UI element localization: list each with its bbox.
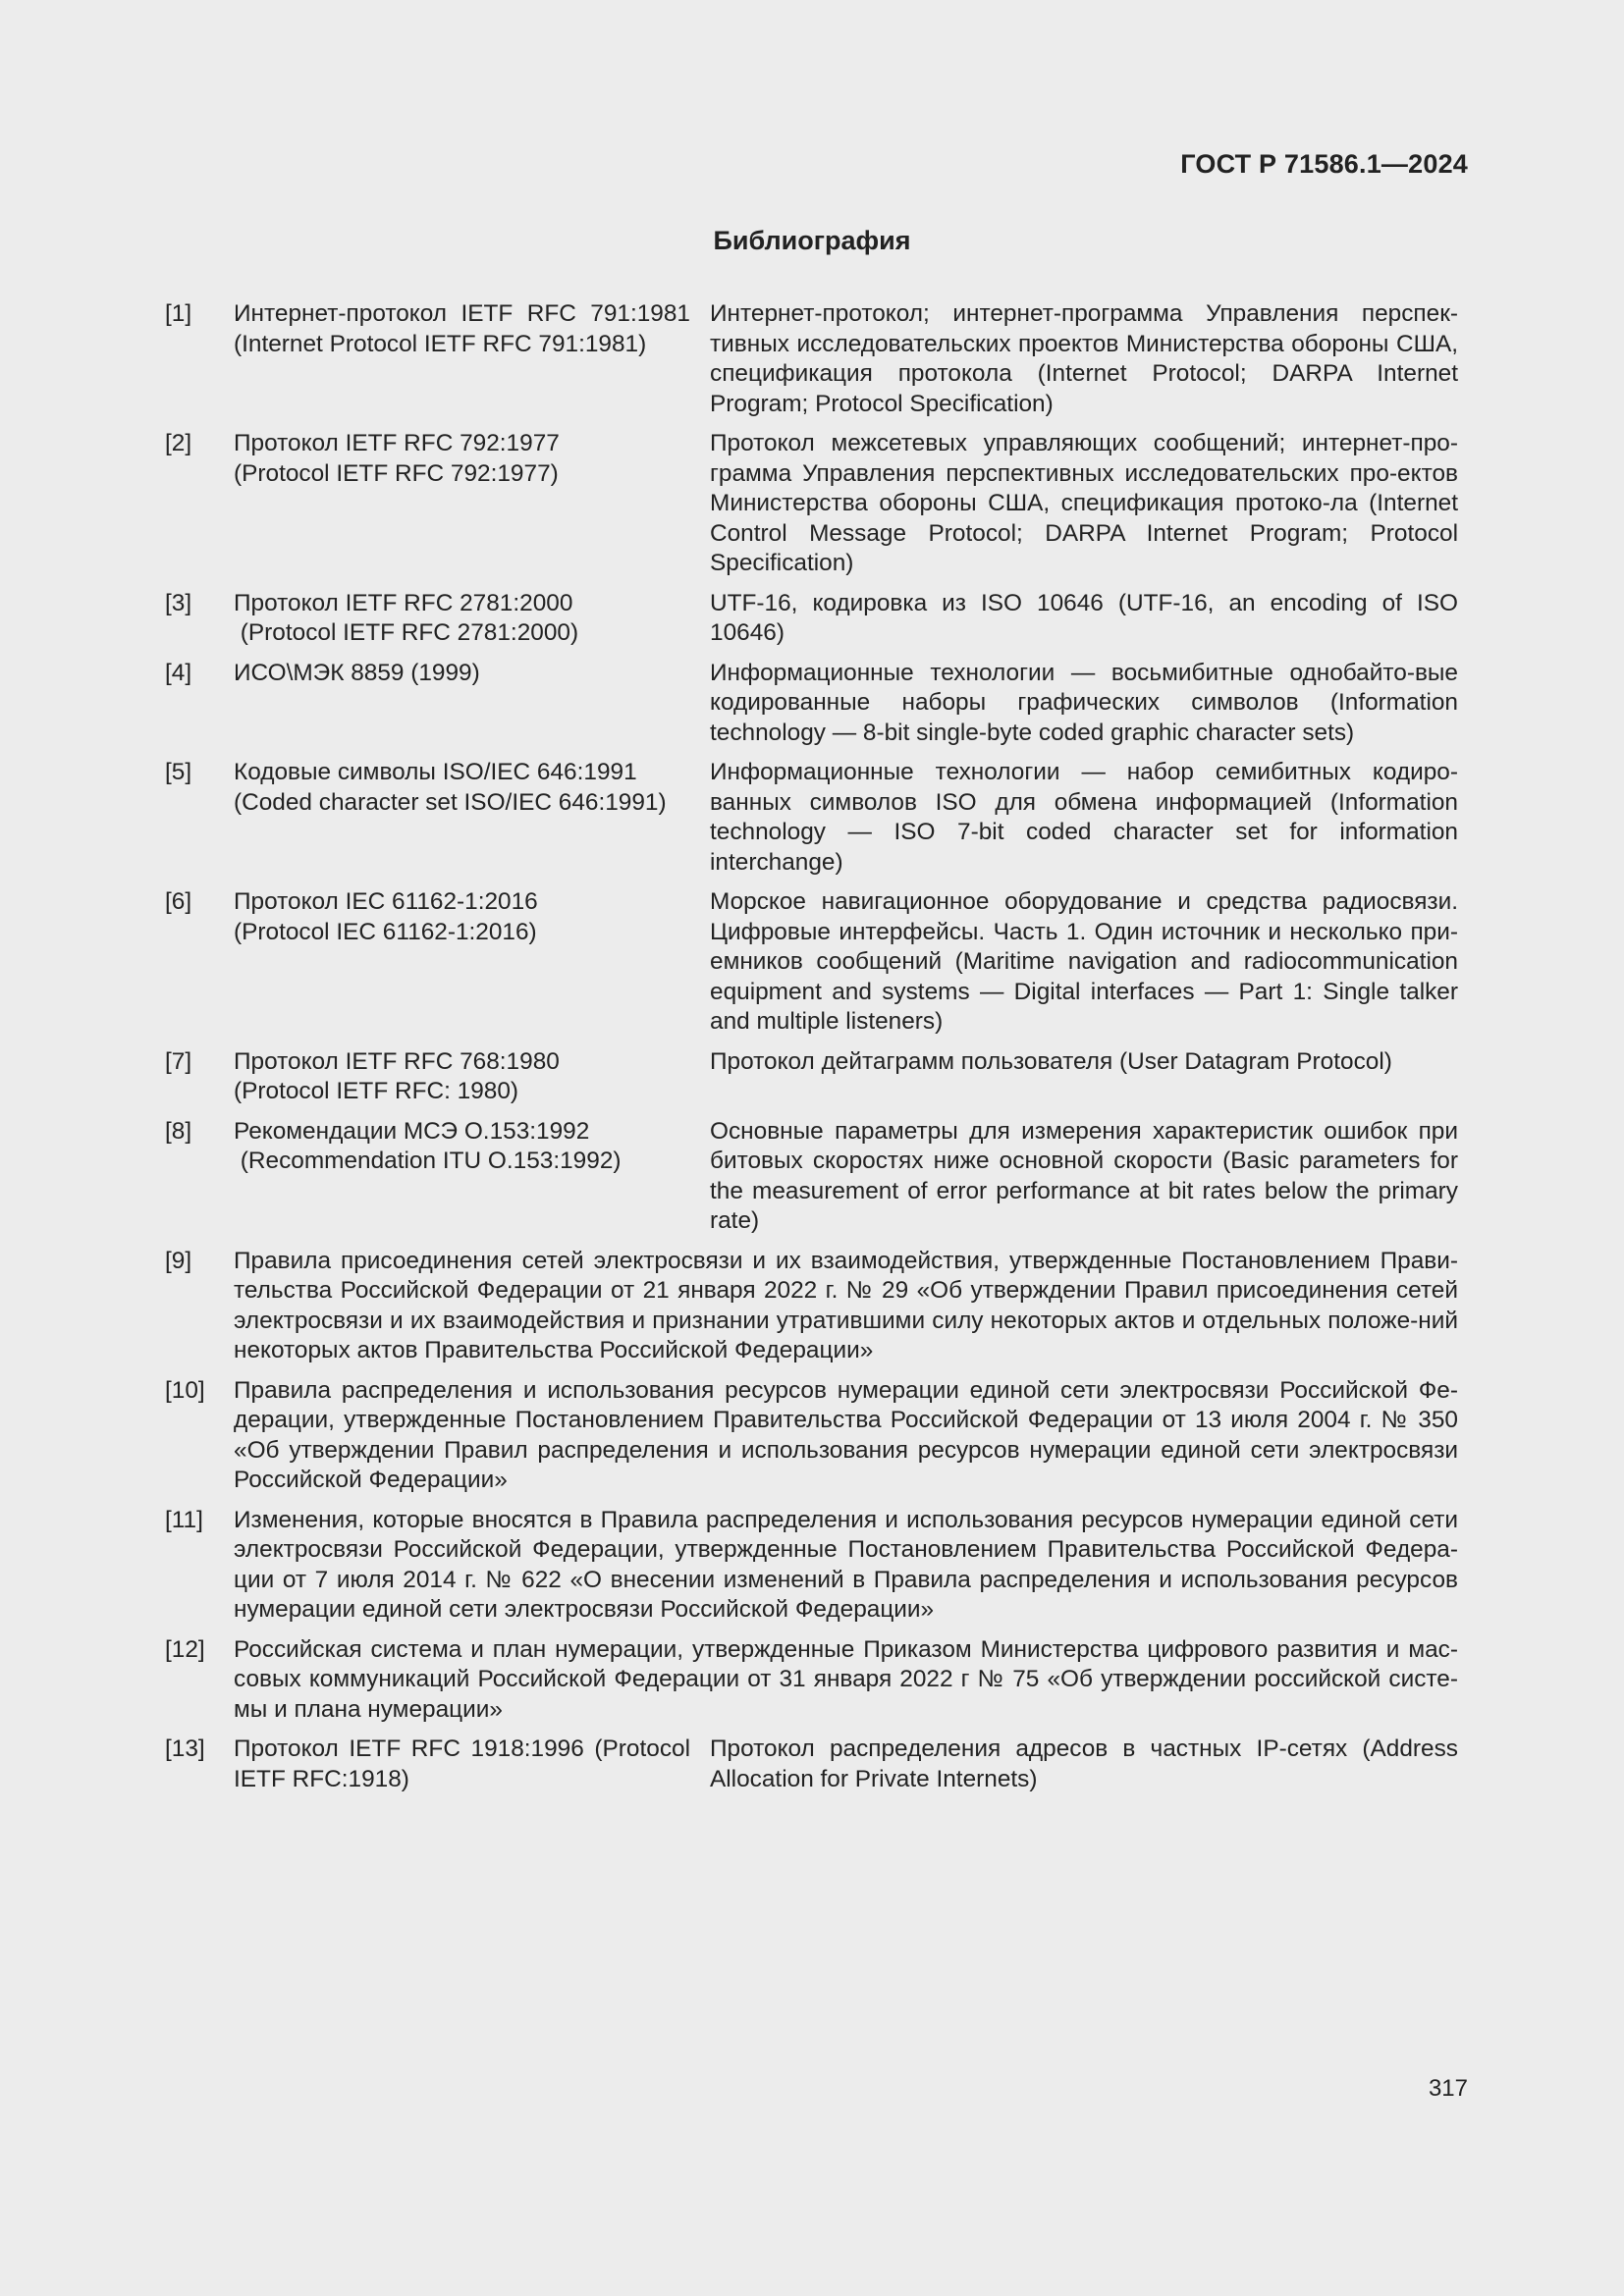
entry-title: Информационные технологии — восьмибитные однобайто-вые кодированные наборы графических символов (Information technology — 8-bit single-byte coded graphic character sets) [710,659,1458,746]
bibliography-list [165,299,1458,1804]
standard-designation: ГОСТ Р 71586.1—2024 [1180,149,1468,179]
designation-ru: Протокол IEC 61162-1:2016 [234,888,538,915]
entry-title: Протокол распределения адресов в частных IP-сетях (Address Allocation for Private Internets) [710,1735,1458,1792]
designation-en: (Recommendation ITU O.153:1992) [234,1148,622,1174]
entry-number: [12] [165,1635,205,1663]
designation-en: (Protocol IETF RFC: 1980) [234,1078,519,1104]
designation-ru: Интернет-протокол IETF RFC 791:1981 [234,300,690,327]
designation-ru: Протокол IETF RFC 2781:2000 [234,589,573,616]
entry-designation [234,1117,710,1237]
bibliography-entry [165,887,1458,1038]
entry-number: [7] [165,1047,192,1075]
bibliography-entry [165,589,1458,649]
entry-designation [234,429,710,579]
entry-title: Протокол дейтаграмм пользователя (User Datagram Protocol) [710,1047,1392,1075]
entry-title: Морское навигационное оборудование и средства радиосвязи. Цифровые интерфейсы. Часть 1. Один источник и несколько при-емников сообщений (Maritime navigation and radiocommunication equipment and systems — Digital interfaces — Part 1: Single talker and multiple listeners) [710,888,1458,1035]
designation-en: (Protocol IETF RFC 792:1977) [234,459,559,487]
entry-designation [234,589,710,649]
entry-number: [11] [165,1506,203,1533]
entry-number: [4] [165,659,192,686]
entry-number: [10] [165,1376,205,1404]
entry-designation [234,299,710,419]
entry-title: Информационные технологии — набор семибитных кодиро-ванных символов ISO для обмена информацией (Information technology — ISO 7-bit coded character set for information interchange) [710,759,1458,876]
entry-designation [234,1735,710,1794]
bibliography-entry [165,1635,1458,1726]
designation-en: (Coded character set ISO/IEC 646:1991) [234,788,667,816]
entry-designation [234,659,710,749]
entry-title: UTF-16, кодировка из ISO 10646 (UTF-16, an encoding of ISO 10646) [710,589,1458,646]
entry-number: [9] [165,1247,192,1274]
entry-full-text: Российская система и план нумерации, утвержденные Приказом Министерства цифрового развития и мас-совых коммуникаций Российской Федерации от 31 января 2022 г № 75 «Об утверждении российской систе-мы и плана нумерации» [234,1635,1458,1723]
bibliography-entry [165,758,1458,878]
entry-designation [234,1047,710,1107]
entry-number: [6] [165,888,192,915]
entry-designation [234,887,710,1038]
designation-ru: Протокол IETF RFC 768:1980 [234,1047,560,1075]
bibliography-entry [165,1047,1458,1107]
entry-number: [13] [165,1735,205,1762]
entry-full-text: Правила распределения и использования ресурсов нумерации единой сети электросвязи Российской Фе-дерации, утвержденные Постановлением Правительства Российской Федерации от 13 июля 2004 г. № 350 «Об утверждении Правил распределения и использования ресурсов нумерации единой сети электросвязи Российской Федерации» [234,1376,1458,1493]
bibliography-entry [165,1735,1458,1794]
entry-full-text: Изменения, которые вносятся в Правила распределения и использования ресурсов нумерации единой сети электросвязи Российской Федерации, утвержденные Постановлением Правительства Российской Федера-ции от 7 июля 2014 г. № 622 «О внесении изменений в Правила распределения и использования ресурсов нумерации единой сети электросвязи Российской Федерации» [234,1506,1458,1623]
bibliography-entry [165,1247,1458,1366]
bibliography-entry [165,429,1458,579]
bibliography-entry [165,1376,1458,1496]
entry-number: [8] [165,1117,192,1145]
bibliography-entry [165,1117,1458,1237]
entry-full-text: Правила присоединения сетей электросвязи и их взаимодействия, утвержденные Постановлением Прави-тельства Российской Федерации от 21 января 2022 г. № 29 «Об утверждении Правил присоединения сетей электросвязи и их взаимодействия и признании утратившими силу некоторых актов и отдельных положе-ний некоторых актов Правительства Российской Федерации» [234,1247,1458,1363]
entry-designation [234,758,710,878]
entry-title: Протокол межсетевых управляющих сообщений; интернет-про-грамма Управления перспективных исследовательских про-ектов Министерства обороны США, спецификация протоко-ла (Internet Control Message Protocol; DARPA Internet Program; Protocol Specification) [710,430,1458,576]
designation-ru: Рекомендации МСЭ O.153:1992 [234,1117,590,1145]
entry-number: [2] [165,430,192,456]
designation-ru: ИСО\МЭК 8859 (1999) [234,659,480,686]
entry-number: [5] [165,759,192,785]
designation-ru: Протокол IETF RFC 1918:1996 (Protocol IETF RFC:1918) [234,1735,690,1792]
designation-en: (Protocol IETF RFC 2781:2000) [234,619,579,646]
entry-number: [3] [165,589,192,616]
bibliography-entry [165,1506,1458,1626]
entry-title: Основные параметры для измерения характеристик ошибок при битовых скоростях ниже основной скорости (Basic parameters for the measurement of error performance at bit rates below the primary rate) [710,1117,1458,1234]
bibliography-entry [165,659,1458,749]
designation-en: (Internet Protocol IETF RFC 791:1981) [234,330,647,357]
designation-en: (Protocol IEC 61162-1:2016) [234,918,537,945]
page-number: 317 [1428,2075,1468,2102]
designation-ru: Кодовые символы ISO/IEC 646:1991 [234,759,637,785]
designation-ru: Протокол IETF RFC 792:1977 [234,430,560,456]
page-title: Библиография [713,226,911,255]
bibliography-entry [165,299,1458,419]
entry-title: Интернет-протокол; интернет-программа Управления перспек-тивных исследовательских проектов Министерства обороны США, спецификация протокола (Internet Protocol; DARPA Internet Program; Protocol Specification) [710,300,1458,417]
entry-number: [1] [165,300,192,327]
